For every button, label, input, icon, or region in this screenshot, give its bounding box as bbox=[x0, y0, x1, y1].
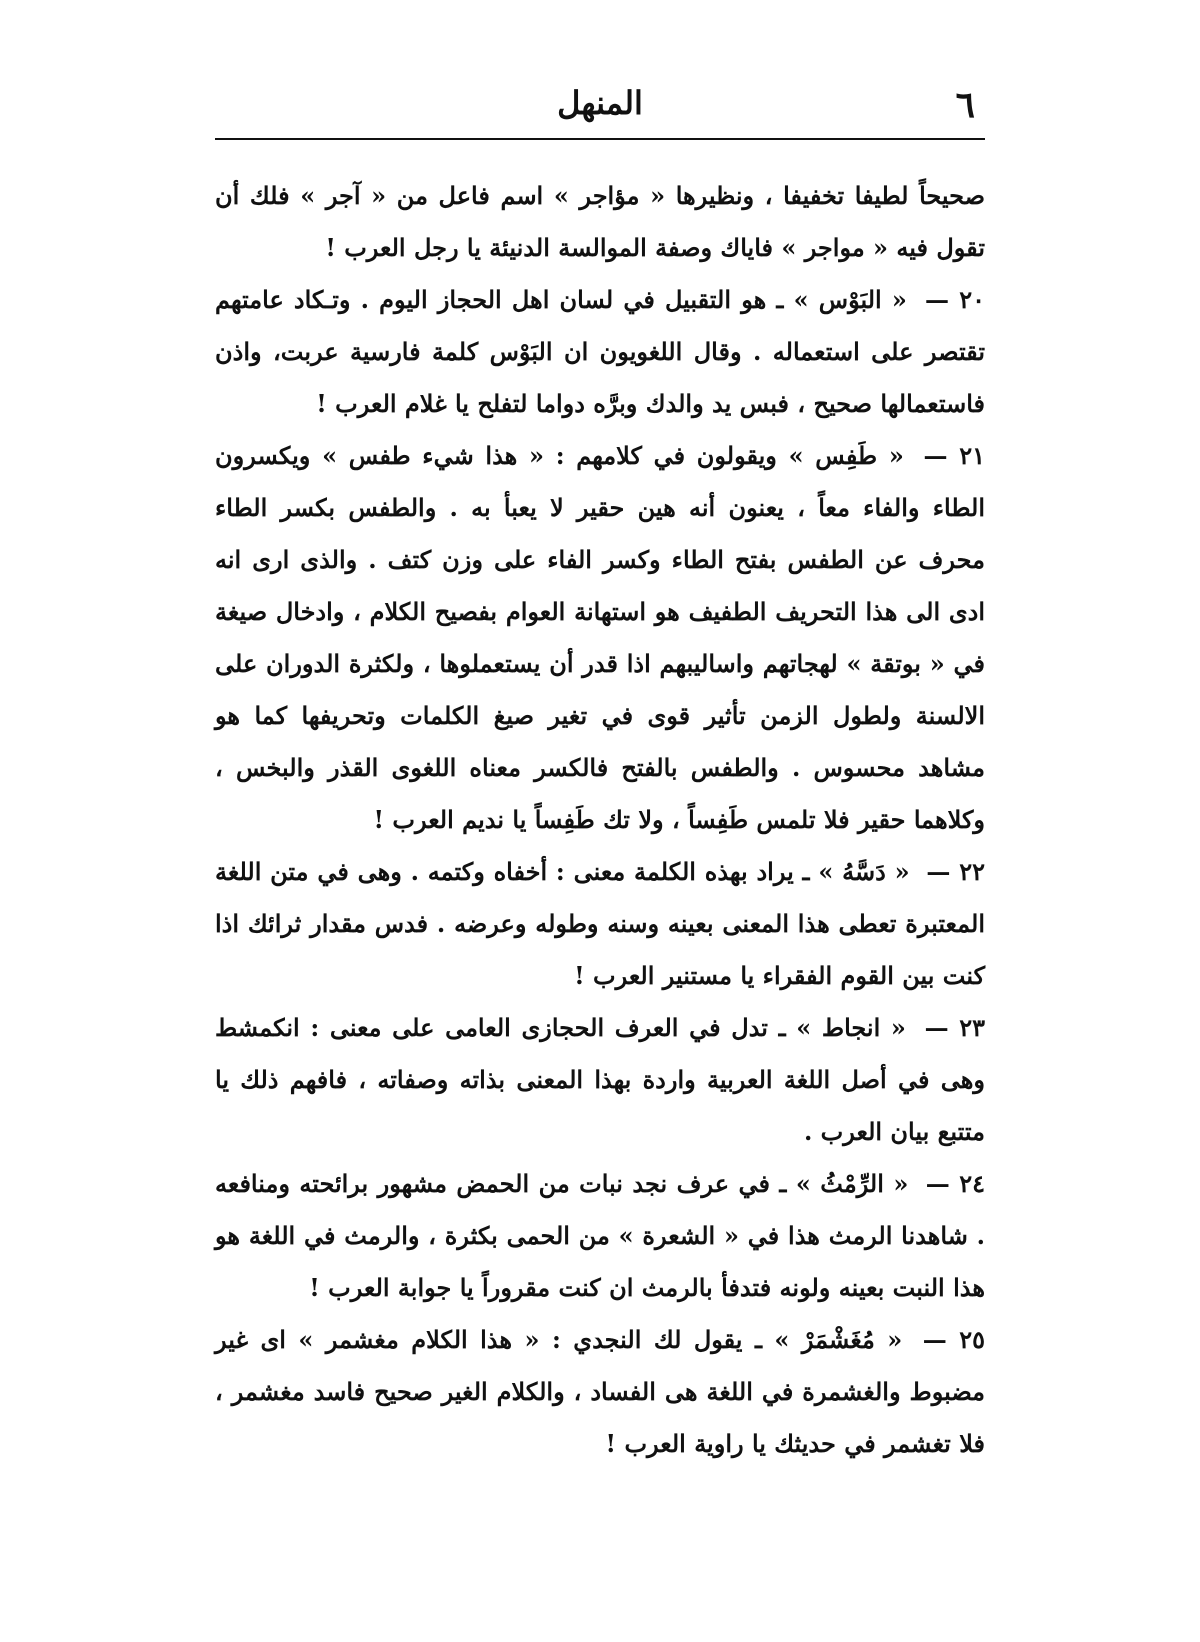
entry-24 bbox=[215, 1158, 985, 1314]
entry-number: ٢٠ — bbox=[925, 285, 985, 314]
journal-title: المنهل bbox=[557, 84, 643, 122]
entry-21 bbox=[215, 430, 985, 846]
entry-number: ٢٢ — bbox=[926, 857, 985, 886]
entry-20 bbox=[215, 274, 985, 430]
entry-text: « مُغَشْمَرْ » ـ يقول لك النجدي : « هذا الكلام مغشمر » اى غير مضبوط والغشمرة في اللغة هى الفساد ، والكلام الغير صحيح فاسد مغشمر ، فلا تغشمر في حديثك يا راوية العرب ! bbox=[215, 1325, 985, 1458]
paragraph-continuation bbox=[215, 170, 985, 274]
header-rule bbox=[215, 138, 985, 140]
entry-text: « دَسَّهُ » ـ يراد بهذه الكلمة معنى : أخفاه وكتمه . وهى في متن اللغة المعتبرة تعطى هذا المعنى بعينه وسنه وطوله وعرضه . فدس مقدار ثرائك اذا كنت بين القوم الفقراء يا مستنير العرب ! bbox=[215, 857, 985, 990]
entry-text: « طَفِس » ويقولون في كلامهم : « هذا شيء طفس » ويكسرون الطاء والفاء معاً ، يعنون أنه هين حقير لا يعبأ به . والطفس بكسر الطاء محرف عن الطفس بفتح الطاء وكسر الفاء على وزن كتف . والذى ارى انه ادى الى هذا التحريف الطفيف هو استهانة العوام بفصيح الكلام ، وادخال صيغة في « بوتقة » لهجاتهم واساليبهم اذا قدر أن يستعملوها ، ولكثرة الدوران على الالسنة ولطول الزمن تأثير قوى في تغير صيغ الكلمات وتحريفها كما هو مشاهد محسوس . والطفس بالفتح فالكسر معناه اللغوى القذر والبخس ، وكلاهما حقير فلا تلمس طَفِساً ، ولا تك طَفِساً يا نديم العرب ! bbox=[215, 441, 985, 834]
entry-23 bbox=[215, 1002, 985, 1158]
page-number: ٦ bbox=[955, 84, 975, 126]
entry-number: ٢١ — bbox=[923, 441, 986, 470]
article-body bbox=[215, 170, 985, 1470]
entry-22 bbox=[215, 846, 985, 1002]
entry-text: « انجاط » ـ تدل في العرف الحجازى العامى على معنى : انكمشط وهى في أصل اللغة العربية واردة بهذا المعنى بذاته وصفاته ، فافهم ذلك يا متتبع بيان العرب . bbox=[215, 1013, 985, 1146]
entry-number: ٢٤ — bbox=[925, 1169, 986, 1198]
entry-text: « الرِّمْثُ » ـ في عرف نجد نبات من الحمض مشهور برائحته ومنافعه . شاهدنا الرمث هذا في « الشعرة » من الحمى بكثرة ، والرمث في اللغة هو هذا النبت بعينه ولونه فتدفأ بالرمث ان كنت مقروراً يا جوابة العرب ! bbox=[215, 1169, 985, 1302]
entry-text: « البَوْس » ـ هو التقبيل في لسان اهل الحجاز اليوم . وتـكاد عامتهم تقتصر على استعماله . وقال اللغويون ان البَوْس كلمة فارسية عربت، واذن فاستعمالها صحيح ، فبس يد والدك وبرَّه دواما لتفلح يا غلام العرب ! bbox=[215, 285, 985, 418]
page-header bbox=[215, 78, 985, 134]
paragraph-text: صحيحاً لطيفا تخفيفا ، ونظيرها « مؤاجر » اسم فاعل من « آجر » فلك أن تقول فيه « مواجر » فاياك وصفة الموالسة الدنيئة يا رجل العرب ! bbox=[215, 181, 985, 262]
entry-25 bbox=[215, 1314, 985, 1470]
entry-number: ٢٣ — bbox=[924, 1013, 986, 1042]
entry-number: ٢٥ — bbox=[922, 1325, 986, 1354]
